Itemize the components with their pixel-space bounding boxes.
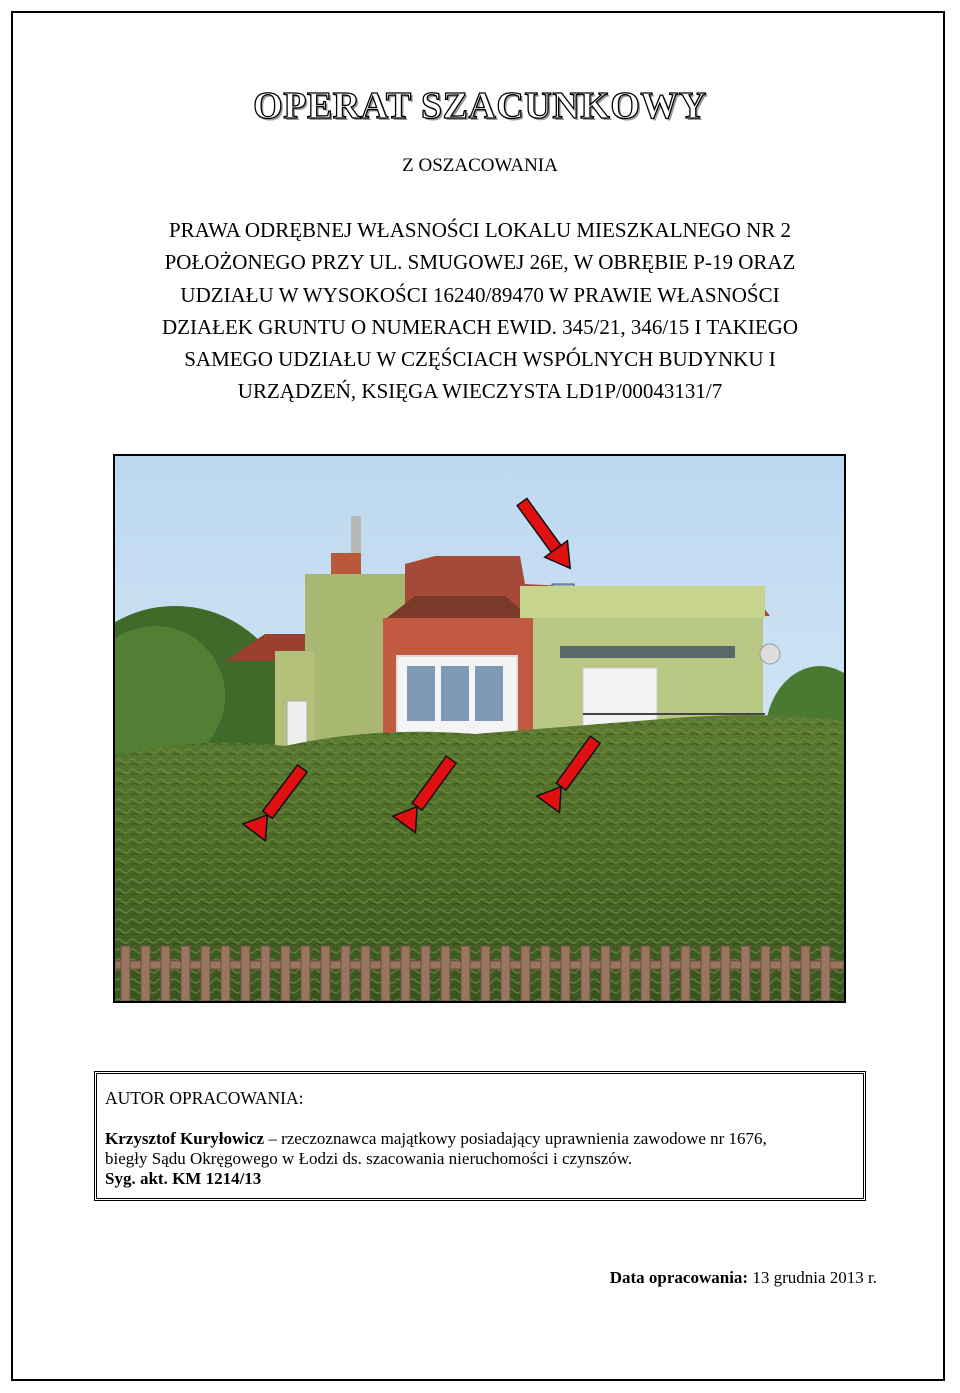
- author-qualification: – rzeczoznawca majątkowy posiadający uprawnienia zawodowe nr 1676,: [264, 1129, 767, 1148]
- author-line-2: biegły Sądu Okręgowego w Łodzi ds. szacowania nieruchomości i czynszów.: [105, 1149, 633, 1168]
- satellite-dish: [760, 644, 780, 664]
- description-line: UDZIAŁU W WYSOKOŚCI 16240/89470 W PRAWIE WŁASNOŚCI: [180, 282, 780, 307]
- author-line-1: [105, 1129, 855, 1149]
- document-title: OPERAT SZACUNKOWY: [253, 85, 707, 127]
- case-reference: Syg. akt. KM 1214/13: [105, 1169, 262, 1188]
- description-line: SAMEGO UDZIAŁU W CZĘŚCIACH WSPÓLNYCH BUDYNKU I: [184, 347, 776, 372]
- author-box: [94, 1071, 866, 1201]
- bay-pane-2: [441, 666, 469, 721]
- house-photo: [113, 454, 846, 1003]
- property-description: [60, 214, 900, 408]
- chimney-pipe: [351, 516, 361, 556]
- bay-pane-3: [475, 666, 503, 721]
- document-subtitle: Z OSZACOWANIA: [402, 155, 558, 176]
- description-line: DZIAŁEK GRUNTU O NUMERACH EWID. 345/21, 346/15 I TAKIEGO: [161, 314, 799, 339]
- bay-pane-1: [407, 666, 435, 721]
- description-line: URZĄDZEŃ, KSIĘGA WIECZYSTA LD1P/00043131/7: [237, 379, 723, 404]
- description-line: PRAWA ODRĘBNEJ WŁASNOŚCI LOKALU MIESZKALNEGO NR 2: [168, 218, 792, 242]
- description-line: POŁOŻONEGO PRZY UL. SMUGOWEJ 26E, W OBRĘBIE P-19 ORAZ: [164, 250, 796, 275]
- upper-right-wall: [520, 586, 765, 618]
- author-name: Krzysztof Kuryłowicz: [105, 1129, 265, 1148]
- date-value: 13 grudnia 2013 r.: [748, 1268, 877, 1287]
- side-window: [287, 701, 307, 746]
- date-label: Data opracowania:: [609, 1268, 749, 1287]
- awning: [560, 646, 735, 658]
- author-heading: AUTOR OPRACOWANIA:: [105, 1088, 304, 1108]
- chimney: [331, 553, 361, 577]
- preparation-date: [610, 1268, 877, 1288]
